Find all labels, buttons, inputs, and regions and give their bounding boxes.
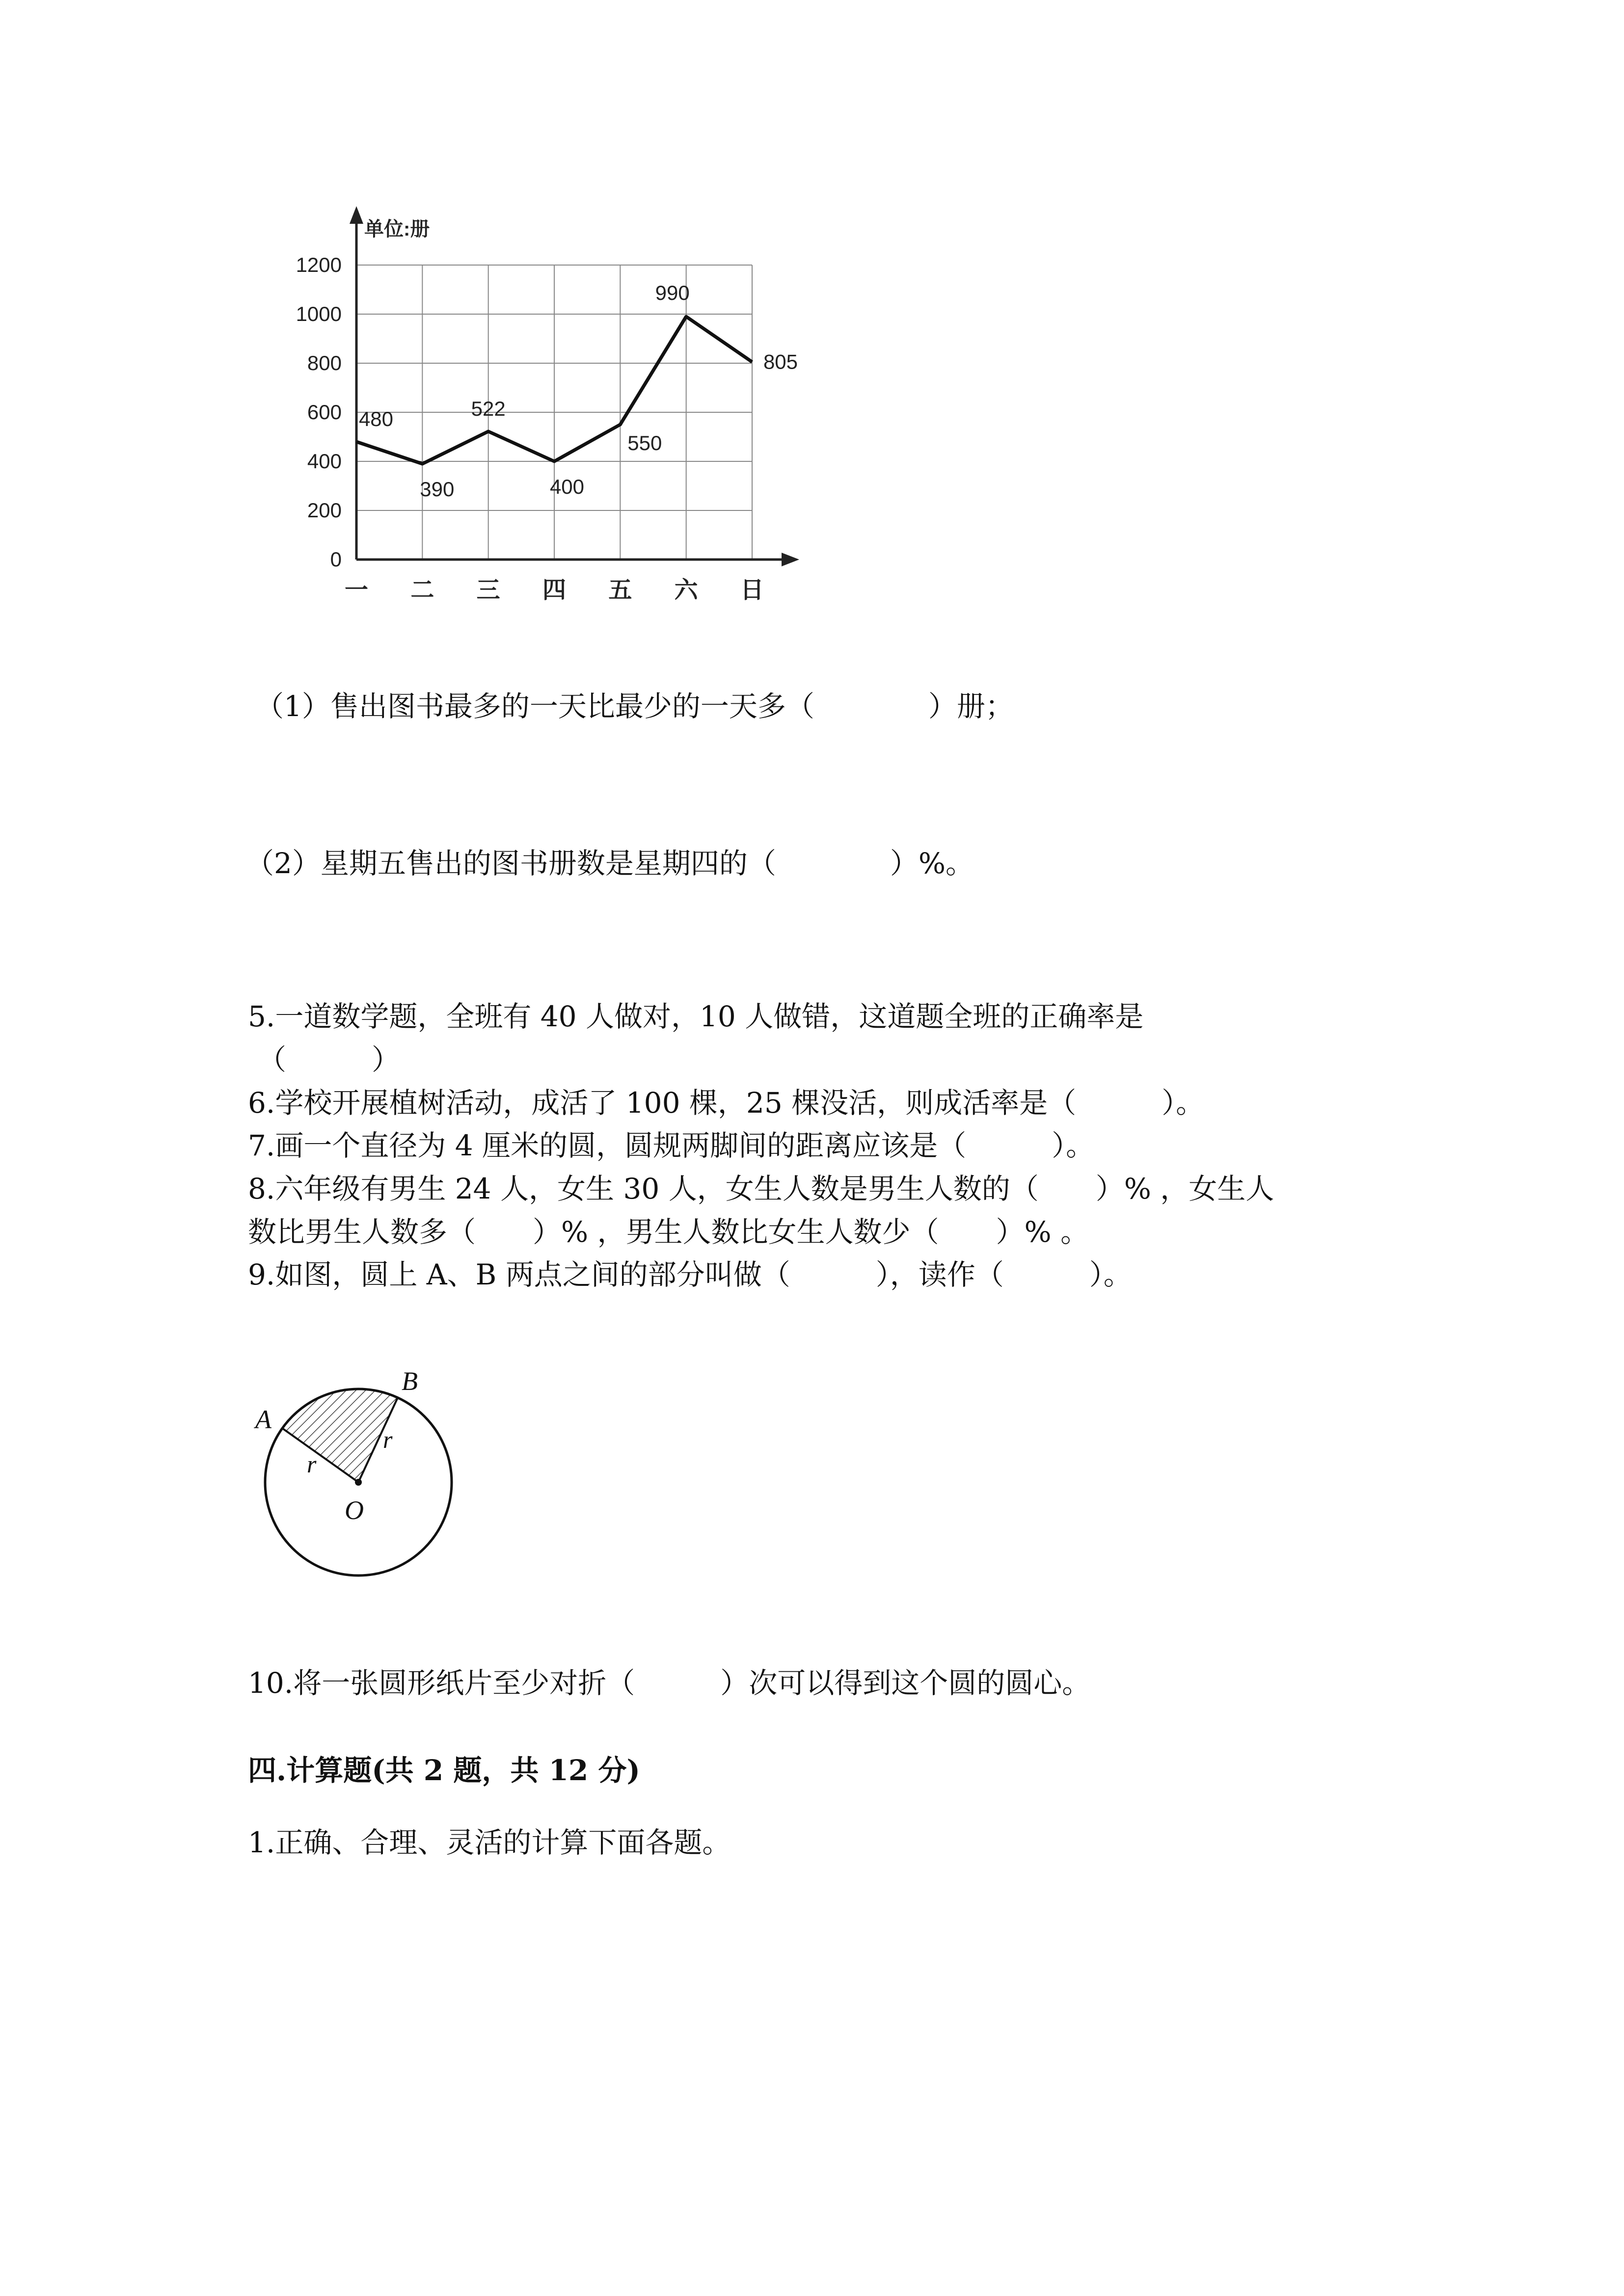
data-label-2: 522 — [471, 397, 506, 420]
y-tick-label-3: 600 — [307, 400, 342, 424]
y-tick-label-4: 800 — [307, 351, 342, 374]
data-label-6: 805 — [763, 350, 798, 374]
y-axis-arrow — [350, 206, 363, 224]
x-tick-label-1: 二 — [410, 577, 434, 603]
y-tick-label-1: 200 — [307, 499, 342, 522]
x-tick-label-2: 三 — [476, 577, 500, 603]
label-o: O — [345, 1495, 364, 1525]
unit-label: 单位:册 — [364, 218, 430, 240]
chart-axes — [350, 206, 799, 566]
data-label-3: 400 — [549, 475, 585, 498]
question-8-line1: 8.六年级有男生 24 人，女生 30 人，女生人数是男生人数的（ ）% ，女生人 — [248, 1172, 1274, 1205]
y-tick-label-5: 1000 — [296, 302, 342, 325]
data-label-5: 990 — [655, 281, 690, 304]
section-4-heading: 四.计算题(共 2 题，共 12 分) — [248, 1754, 640, 1787]
section-4-item-1: 1.正确、合理、灵活的计算下面各题。 — [248, 1826, 731, 1859]
question-4-2: （2）星期五售出的图书册数是星期四的（ ）%。 — [245, 847, 974, 880]
y-tick-label-2: 400 — [307, 450, 342, 473]
data-label-0: 480 — [358, 407, 394, 430]
x-tick-label-0: 一 — [344, 577, 369, 603]
shaded-sector — [282, 1389, 398, 1482]
line-chart — [255, 191, 859, 618]
x-tick-label-6: 日 — [740, 577, 764, 603]
y-tick-labels — [296, 253, 342, 571]
y-tick-label-6: 1200 — [296, 253, 342, 276]
question-10: 10.将一张圆形纸片至少对折（ ）次可以得到这个圆的圆心。 — [248, 1666, 1091, 1700]
label-b: B — [402, 1366, 418, 1396]
chart-grid — [356, 265, 752, 560]
question-7: 7.画一个直径为 4 厘米的圆，圆规两脚间的距离应该是（ ）。 — [248, 1129, 1095, 1162]
question-8-line2: 数比男生人数多（ ）% ，男生人数比女生人数少（ ）% 。 — [248, 1215, 1089, 1249]
circle-sector-figure — [236, 1355, 491, 1590]
x-tick-labels — [345, 577, 764, 603]
x-tick-label-4: 五 — [608, 577, 632, 603]
label-r-left: r — [307, 1450, 317, 1478]
label-r-right: r — [383, 1426, 393, 1453]
x-tick-label-3: 四 — [542, 577, 567, 603]
question-5-line2: （ ） — [258, 1043, 401, 1076]
x-tick-label-5: 六 — [674, 577, 698, 603]
data-label-4: 550 — [627, 431, 662, 454]
question-4-1: （1）售出图书最多的一天比最少的一天多（ ）册； — [255, 690, 1014, 723]
center-point — [355, 1479, 362, 1486]
label-a: A — [255, 1405, 271, 1434]
data-label-1: 390 — [420, 478, 455, 501]
question-5-line1: 5.一道数学题，全班有 40 人做对，10 人做错，这道题全班的正确率是 — [248, 1000, 1144, 1033]
x-axis-arrow — [782, 553, 799, 566]
y-tick-label-0: 0 — [330, 548, 342, 571]
question-6: 6.学校开展植树活动，成活了 100 棵，25 棵没活，则成活率是（ ）。 — [248, 1086, 1205, 1120]
question-9: 9.如图，圆上 A、B 两点之间的部分叫做（ ），读作（ ）。 — [248, 1258, 1132, 1291]
